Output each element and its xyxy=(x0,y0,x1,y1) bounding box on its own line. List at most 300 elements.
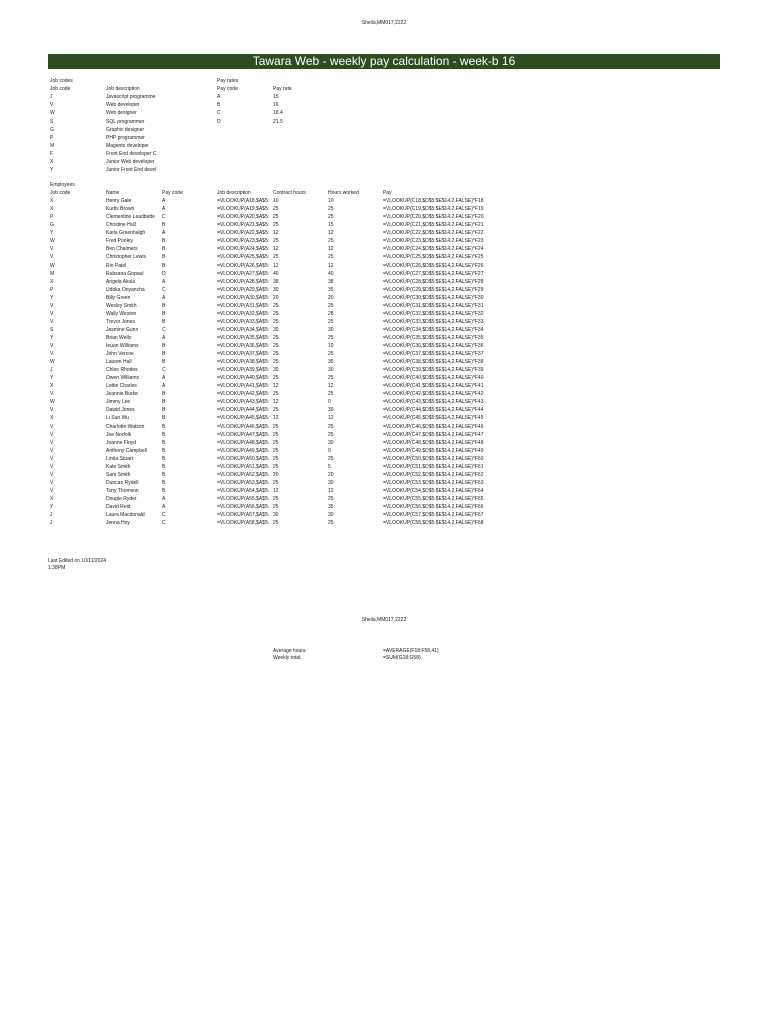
employee-row xyxy=(0,366,768,374)
job-code-row xyxy=(0,126,768,134)
job-code-row xyxy=(0,158,768,166)
job-code-cell: X xyxy=(50,278,54,285)
contract-hours-cell: 25 xyxy=(273,318,279,325)
name-cell: Fred Pooley xyxy=(106,238,133,245)
name-cell: Charlotte Watson xyxy=(106,423,145,430)
contract-hours-cell: 12 xyxy=(273,246,279,253)
hours-worked-cell: 30 xyxy=(328,367,334,374)
employee-row xyxy=(0,374,768,382)
hours-worked-cell: 25 xyxy=(328,520,334,527)
job-code-cell: V xyxy=(50,302,54,309)
name-cell: Jasmine Gunn xyxy=(106,326,139,333)
job-desc-cell: Javascript programme xyxy=(106,94,156,101)
job-description-cell: =VLOOKUP(A18,$A$5: xyxy=(217,198,270,205)
job-codes-label: Job codes xyxy=(50,78,73,84)
employee-row xyxy=(0,229,768,237)
job-description-cell: =VLOOKUP(A33,$A$5: xyxy=(217,318,270,325)
pay-code-cell: C xyxy=(162,367,166,374)
pay-cell: =VLOOKUP(C34,$D$5:$E$14,2,FALSE)*F34 xyxy=(383,326,484,333)
contract-hours-cell: 25 xyxy=(273,351,279,358)
job-codes-column-row xyxy=(0,85,768,93)
name-cell: Christopher Lewis xyxy=(106,254,147,261)
job-code-cell: F xyxy=(50,150,54,157)
hours-worked-cell: 25 xyxy=(328,375,334,382)
job-description-cell: =VLOOKUP(A23,$A$5: xyxy=(217,238,270,245)
hours-worked-cell: 30 xyxy=(328,439,334,446)
job-description-cell: =VLOOKUP(A32,$A$5: xyxy=(217,310,270,317)
pay-cell: =VLOOKUP(C25,$D$5:$E$14,2,FALSE)*F25 xyxy=(383,254,484,261)
job-code-cell: V xyxy=(50,431,54,438)
pay-code-cell: A xyxy=(162,278,166,285)
job-code-cell: W xyxy=(50,238,55,245)
pay-cell: =VLOOKUP(C36,$D$5:$E$14,2,FALSE)*F36 xyxy=(383,343,484,349)
employee-row xyxy=(0,479,768,487)
contract-hours-cell: 25 xyxy=(273,439,279,446)
pay-code-cell: B xyxy=(162,318,166,325)
employee-row xyxy=(0,431,768,439)
employee-row xyxy=(0,310,768,318)
pay-cell: =VLOOKUP(C50,$D$5:$E$14,2,FALSE)*F50 xyxy=(383,455,484,462)
hours-worked-col-header: Hours worked xyxy=(328,190,359,197)
contract-hours-cell: 20 xyxy=(273,471,279,478)
hours-worked-cell: 5 xyxy=(328,463,331,470)
contract-hours-cell: 38 xyxy=(273,278,279,285)
name-cell: Angela Akula xyxy=(106,278,136,285)
name-cell: Clementine Leadbette xyxy=(106,214,155,221)
contract-hours-cell: 25 xyxy=(273,520,279,527)
pay-code-cell: B xyxy=(162,246,166,253)
name-cell: Jimmy Lee xyxy=(106,399,131,406)
job-code-cell: J xyxy=(50,94,53,101)
pay-code-cell: B xyxy=(162,431,166,438)
job-description-cell: =VLOOKUP(A42,$A$5: xyxy=(217,391,270,398)
pay-cell: =VLOOKUP(C54,$D$5:$E$14,2,FALSE)*F54 xyxy=(383,487,484,494)
job-description-cell: =VLOOKUP(A48,$A$5: xyxy=(217,439,270,446)
pay-cell: =VLOOKUP(C43,$D$5:$E$14,2,FALSE)*F43 xyxy=(383,399,484,406)
hours-worked-cell: 10 xyxy=(328,343,334,349)
job-code-row xyxy=(0,93,768,101)
job-code-cell: S xyxy=(50,326,54,333)
hours-worked-cell: 12 xyxy=(328,383,334,390)
name-cell: Anthony Campbell xyxy=(106,447,147,454)
contract-hours-cell: 25 xyxy=(273,310,279,317)
contract-hours-cell: 40 xyxy=(273,270,279,277)
contract-hours-cell: 12 xyxy=(273,230,279,237)
pay-code-cell: B xyxy=(162,463,166,470)
pay-cell: =VLOOKUP(C57,$D$5:$E$14,2,FALSE)*F57 xyxy=(383,512,484,519)
contract-hours-cell: 20 xyxy=(273,294,279,301)
employee-row xyxy=(0,237,768,245)
hours-worked-cell: 12 xyxy=(328,246,334,253)
job-code-col-header: Job code xyxy=(50,190,71,197)
hours-worked-cell: 25 xyxy=(328,302,334,309)
name-cell: Wally Weston xyxy=(106,310,137,317)
hours-worked-cell: 25 xyxy=(328,431,334,438)
contract-hours-cell: 25 xyxy=(273,375,279,382)
name-cell: Ieuan Williams xyxy=(106,343,139,349)
contract-hours-cell: 30 xyxy=(273,326,279,333)
job-desc-cell: Web designer xyxy=(106,110,137,117)
weekly-total-label: Weekly total: xyxy=(273,655,302,661)
last-edited-time: 1:38PM xyxy=(48,565,66,571)
job-code-row xyxy=(0,150,768,158)
job-description-cell: =VLOOKUP(A20,$A$5: xyxy=(217,214,270,221)
job-code-cell: V xyxy=(50,479,54,486)
pay-code-cell: B xyxy=(217,102,221,109)
job-code-row xyxy=(0,118,768,126)
hours-worked-cell: 25 xyxy=(328,351,334,358)
job-code-cell: S xyxy=(50,118,54,125)
job-code-cell: P xyxy=(50,214,54,221)
employee-row xyxy=(0,342,768,350)
contract-hours-cell: 12 xyxy=(273,415,279,422)
pay-cell: =VLOOKUP(C30,$D$5:$E$14,2,FALSE)*F30 xyxy=(383,294,484,301)
job-description-cell: =VLOOKUP(A56,$A$5: xyxy=(217,504,270,510)
name-cell: Joe Norfolk xyxy=(106,431,132,438)
job-code-cell: V xyxy=(50,423,54,430)
contract-hours-cell: 25 xyxy=(273,447,279,454)
hours-worked-cell: 12 xyxy=(328,230,334,237)
job-code-cell: V xyxy=(50,246,54,253)
employee-row xyxy=(0,423,768,431)
name-cell: Dawid Jones xyxy=(106,407,135,414)
hours-worked-cell: 25 xyxy=(328,238,334,245)
hours-worked-cell: 12 xyxy=(328,415,334,422)
employee-row xyxy=(0,286,768,294)
employee-row xyxy=(0,439,768,447)
name-cell: Udoka Onyancha xyxy=(106,286,145,293)
job-code-cell: G xyxy=(50,126,54,133)
job-description-cell: =VLOOKUP(A24,$A$5: xyxy=(217,246,270,253)
name-cell: Laura Macdonald xyxy=(106,512,145,519)
employee-row xyxy=(0,294,768,302)
name-cell: John Vercoe xyxy=(106,351,134,358)
pay-cell: =VLOOKUP(C48,$D$5:$E$14,2,FALSE)*F48 xyxy=(383,439,484,446)
job-code-cell: V xyxy=(50,471,54,478)
hours-worked-cell: 25 xyxy=(328,318,334,325)
pay-cell: =VLOOKUP(C35,$D$5:$E$14,2,FALSE)*F35 xyxy=(383,334,484,341)
job-code-cell: V xyxy=(50,407,54,414)
hours-worked-cell: 30 xyxy=(328,479,334,486)
pay-cell: =VLOOKUP(C26,$D$5:$E$14,2,FALSE)*F26 xyxy=(383,262,484,269)
hours-worked-cell: 25 xyxy=(328,206,334,213)
job-description-cell: =VLOOKUP(A35,$A$5: xyxy=(217,334,270,341)
hours-worked-cell: 25 xyxy=(328,214,334,221)
job-description-cell: =VLOOKUP(A52,$A$5: xyxy=(217,471,270,478)
job-description-cell: =VLOOKUP(A21,$A$5: xyxy=(217,222,270,229)
job-code-cell: Y xyxy=(50,334,54,341)
job-code-cell: M xyxy=(50,142,55,149)
pay-cell: =VLOOKUP(C37,$D$5:$E$14,2,FALSE)*F37 xyxy=(383,351,484,358)
job-code-cell: V xyxy=(50,447,54,454)
name-cell: Linda Stuart xyxy=(106,455,133,462)
employees-label: Employees xyxy=(50,182,75,188)
pay-cell: =VLOOKUP(C46,$D$5:$E$14,2,FALSE)*F46 xyxy=(383,423,484,430)
hours-worked-cell: 12 xyxy=(328,487,334,494)
pay-code-cell: C xyxy=(162,512,166,519)
job-description-cell: =VLOOKUP(A40,$A$5: xyxy=(217,375,270,382)
contract-hours-col-header: Contract hours xyxy=(273,190,306,197)
pay-code-cell: B xyxy=(162,254,166,261)
job-description-cell: =VLOOKUP(A45,$A$5: xyxy=(217,415,270,422)
pay-cell: =VLOOKUP(C22,$D$5:$E$14,2,FALSE)*F22 xyxy=(383,230,484,237)
job-code-cell: Y xyxy=(50,375,54,382)
pay-code-cell: A xyxy=(162,198,166,205)
job-description-cell: =VLOOKUP(A49,$A$5: xyxy=(217,447,270,454)
job-description-cell: =VLOOKUP(A38,$A$5: xyxy=(217,359,270,366)
contract-hours-cell: 25 xyxy=(273,479,279,486)
contract-hours-cell: 25 xyxy=(273,463,279,470)
name-cell: Billy Green xyxy=(106,294,131,301)
job-code-cell: G xyxy=(50,222,54,229)
employee-row xyxy=(0,487,768,495)
job-description-cell: =VLOOKUP(A37,$A$5: xyxy=(217,351,270,358)
pay-code-cell: B xyxy=(162,351,166,358)
name-cell: Wesley Smith xyxy=(106,302,137,309)
pay-code-cell: C xyxy=(162,286,166,293)
job-description-cell: =VLOOKUP(A57,$A$5: xyxy=(217,512,270,519)
name-cell: Tony Thomson xyxy=(106,487,139,494)
job-desc-col-header: Job description xyxy=(106,86,140,93)
contract-hours-cell: 25 xyxy=(273,431,279,438)
pay-cell: =VLOOKUP(C38,$D$5:$E$14,2,FALSE)*F38 xyxy=(383,359,484,366)
pay-cell: =VLOOKUP(C44,$D$5:$E$14,2,FALSE)*F44 xyxy=(383,407,484,414)
pay-code-cell: A xyxy=(162,495,166,502)
employee-row xyxy=(0,358,768,366)
hours-worked-cell: 35 xyxy=(328,286,334,293)
job-code-cell: W xyxy=(50,399,55,406)
pay-cell: =VLOOKUP(C55,$D$5:$E$14,2,FALSE)*F55 xyxy=(383,495,484,502)
average-hours-value: =AVERAGE(F18:F58,41) xyxy=(383,648,439,654)
employee-row xyxy=(0,455,768,463)
employee-row xyxy=(0,519,768,527)
pay-cell: =VLOOKUP(C39,$D$5:$E$14,2,FALSE)*F39 xyxy=(383,367,484,374)
job-desc-cell: PHP programmer xyxy=(106,134,145,141)
pay-code-cell: B xyxy=(162,471,166,478)
job-code-row xyxy=(0,134,768,142)
job-description-cell: =VLOOKUP(A58,$A$5: xyxy=(217,520,270,527)
average-hours-label: Average hours: xyxy=(273,648,307,654)
job-description-cell: =VLOOKUP(A34,$A$5: xyxy=(217,326,270,333)
job-description-cell: =VLOOKUP(A28,$A$5: xyxy=(217,278,270,285)
pay-cell: =VLOOKUP(C51,$D$5:$E$14,2,FALSE)*F51 xyxy=(383,463,484,470)
job-codes-header-row xyxy=(0,77,768,85)
name-cell: Li Sun Wu xyxy=(106,415,129,422)
name-cell: Duncan Rydell xyxy=(106,479,139,486)
employee-row xyxy=(0,350,768,358)
contract-hours-cell: 25 xyxy=(273,254,279,261)
pay-cell: =VLOOKUP(C40,$D$5:$E$14,2,FALSE)*F40 xyxy=(383,375,484,382)
job-code-cell: W xyxy=(50,110,55,117)
employee-row xyxy=(0,213,768,221)
job-code-cell: Y xyxy=(50,230,54,237)
job-code-cell: X xyxy=(50,206,54,213)
pay-cell: =VLOOKUP(C29,$D$5:$E$14,2,FALSE)*F29 xyxy=(383,286,484,293)
job-description-cell: =VLOOKUP(A31,$A$5: xyxy=(217,302,270,309)
contract-hours-cell: 25 xyxy=(273,343,279,349)
pay-cell: =VLOOKUP(C20,$D$5:$E$14,2,FALSE)*F20 xyxy=(383,214,484,221)
pay-cell: =VLOOKUP(C24,$D$5:$E$14,2,FALSE)*F24 xyxy=(383,246,484,253)
hours-worked-cell: 25 xyxy=(328,254,334,261)
job-code-cell: X xyxy=(50,495,54,502)
employee-row xyxy=(0,245,768,253)
sheet-title: Tawara Web - weekly pay calculation - week-b 16 xyxy=(48,54,720,69)
job-code-cell: V xyxy=(50,463,54,470)
pay-cell: =VLOOKUP(C45,$D$5:$E$14,2,FALSE)*F45 xyxy=(383,415,484,422)
job-description-cell: =VLOOKUP(A51,$A$5: xyxy=(217,463,270,470)
hours-worked-cell: 28 xyxy=(328,310,334,317)
pay-cell: =VLOOKUP(C19,$D$5:$E$14,2,FALSE)*F19 xyxy=(383,206,484,213)
job-description-col-header: Job description xyxy=(217,190,251,197)
contract-hours-cell: 10 xyxy=(273,198,279,205)
job-code-cell: P xyxy=(50,286,54,293)
job-code-cell: X xyxy=(50,415,54,422)
job-code-row xyxy=(0,101,768,109)
hours-worked-cell: 25 xyxy=(328,455,334,462)
pay-code-cell: B xyxy=(162,343,166,349)
job-code-col-header: Job code xyxy=(50,86,71,93)
name-cell: Rio Patel xyxy=(106,262,127,269)
employees-label-row xyxy=(0,181,768,189)
hours-worked-cell: 12 xyxy=(328,262,334,269)
pay-cell: =VLOOKUP(C49,$D$5:$E$14,2,FALSE)*F49 xyxy=(383,447,484,454)
hours-worked-cell: 25 xyxy=(328,334,334,341)
pay-code-cell: A xyxy=(162,334,166,341)
employee-row xyxy=(0,302,768,310)
pay-rates-label: Pay rates xyxy=(217,78,239,84)
hours-worked-cell: 10 xyxy=(328,198,334,205)
pay-code-cell: A xyxy=(162,504,166,510)
job-description-cell: =VLOOKUP(A26,$A$5: xyxy=(217,262,270,269)
job-description-cell: =VLOOKUP(A36,$A$5: xyxy=(217,343,270,349)
last-edited-label: Last Edited on 10/11/2024 xyxy=(48,558,107,564)
contract-hours-cell: 25 xyxy=(273,302,279,309)
pay-code-cell: C xyxy=(217,110,221,117)
contract-hours-cell: 12 xyxy=(273,399,279,406)
pay-code-cell: A xyxy=(162,375,166,382)
name-cell: Lottie Charles xyxy=(106,383,137,390)
employee-row xyxy=(0,278,768,286)
contract-hours-cell: 12 xyxy=(273,262,279,269)
name-cell: Jeannie Burke xyxy=(106,391,138,398)
contract-hours-cell: 25 xyxy=(273,214,279,221)
hours-worked-cell: 35 xyxy=(328,359,334,366)
employee-row xyxy=(0,398,768,406)
job-desc-cell: SQL programmer xyxy=(106,118,145,125)
pay-rate-cell: 16 xyxy=(273,102,279,109)
pay-code-cell: B xyxy=(162,310,166,317)
employee-row xyxy=(0,326,768,334)
job-description-cell: =VLOOKUP(A25,$A$5: xyxy=(217,254,270,261)
job-code-cell: V xyxy=(50,439,54,446)
pay-code-cell: B xyxy=(162,359,166,366)
job-description-cell: =VLOOKUP(A46,$A$5: xyxy=(217,423,270,430)
name-cell: Kurtis Brown xyxy=(106,206,135,213)
job-code-cell: V xyxy=(50,487,54,494)
pay-code-cell: B xyxy=(162,262,166,269)
contract-hours-cell: 30 xyxy=(273,512,279,519)
pay-code-cell: D xyxy=(217,118,221,125)
job-desc-cell: Web developer xyxy=(106,102,140,109)
pay-code-cell: B xyxy=(162,447,166,454)
contract-hours-cell: 25 xyxy=(273,407,279,414)
page-header-id: Sheila,MM017,2222 xyxy=(361,20,407,26)
pay-code-cell: A xyxy=(162,383,166,390)
pay-code-cell: B xyxy=(162,487,166,494)
job-desc-cell: Graphic designer xyxy=(106,126,145,133)
pay-code-col-header: Pay code xyxy=(162,190,183,197)
employee-row xyxy=(0,318,768,326)
hours-worked-cell: 15 xyxy=(328,222,334,229)
name-cell: Henry Gale xyxy=(106,198,132,205)
employee-row xyxy=(0,463,768,471)
pay-cell: =VLOOKUP(C41,$D$5:$E$14,2,FALSE)*F41 xyxy=(383,383,484,390)
job-description-cell: =VLOOKUP(A30,$A$5: xyxy=(217,294,270,301)
job-description-cell: =VLOOKUP(A43,$A$5: xyxy=(217,399,270,406)
name-cell: Jenna Hoy xyxy=(106,520,130,527)
employee-row xyxy=(0,495,768,503)
pay-cell: =VLOOKUP(C27,$D$5:$E$14,2,FALSE)*F27 xyxy=(383,270,484,277)
page2-header-id: Sheila,MM017,2222 xyxy=(361,617,407,623)
pay-rate-cell: 15 xyxy=(273,94,279,101)
pay-code-cell: C xyxy=(162,520,166,527)
employee-row xyxy=(0,390,768,398)
hours-worked-cell: 0 xyxy=(328,447,331,454)
job-code-cell: V xyxy=(50,254,54,261)
hours-worked-cell: 38 xyxy=(328,278,334,285)
contract-hours-cell: 30 xyxy=(273,286,279,293)
job-description-cell: =VLOOKUP(A50,$A$5: xyxy=(217,455,270,462)
pay-cell: =VLOOKUP(C56,$D$5:$E$14,2,FALSE)*F56 xyxy=(383,504,484,510)
pay-code-cell: A xyxy=(162,206,166,213)
pay-code-cell: B xyxy=(162,391,166,398)
pay-cell: =VLOOKUP(C52,$D$5:$E$14,2,FALSE)*F52 xyxy=(383,471,484,478)
pay-cell: =VLOOKUP(C58,$D$5:$E$14,2,FALSE)*F58 xyxy=(383,520,484,527)
pay-cell: =VLOOKUP(C33,$D$5:$E$14,2,FALSE)*F33 xyxy=(383,318,484,325)
pay-rate-cell: 21.5 xyxy=(273,118,283,125)
name-cell: Sam Smith xyxy=(106,471,131,478)
pay-code-cell: A xyxy=(162,230,166,237)
pay-cell: =VLOOKUP(C31,$D$5:$E$14,2,FALSE)*F31 xyxy=(383,302,484,309)
job-code-row xyxy=(0,166,768,174)
name-cell: Lauren Hall xyxy=(106,359,132,366)
pay-cell: =VLOOKUP(C32,$D$5:$E$14,2,FALSE)*F32 xyxy=(383,310,484,317)
job-code-cell: J xyxy=(50,367,53,374)
job-code-cell: V xyxy=(50,343,54,349)
pay-cell: =VLOOKUP(C47,$D$5:$E$14,2,FALSE)*F47 xyxy=(383,431,484,438)
job-code-cell: M xyxy=(50,270,55,277)
employee-row xyxy=(0,414,768,422)
employee-row xyxy=(0,197,768,205)
contract-hours-cell: 30 xyxy=(273,367,279,374)
job-description-cell: =VLOOKUP(A29,$A$5: xyxy=(217,286,270,293)
pay-cell: =VLOOKUP(C53,$D$5:$E$14,2,FALSE)*F53 xyxy=(383,479,484,486)
name-cell: David Reid xyxy=(106,504,131,510)
name-cell: Trevor Jones xyxy=(106,318,135,325)
contract-hours-cell: 25 xyxy=(273,334,279,341)
employee-row xyxy=(0,503,768,511)
pay-code-cell: C xyxy=(162,214,166,221)
pay-code-cell: B xyxy=(162,479,166,486)
job-description-cell: =VLOOKUP(A19,$A$5: xyxy=(217,206,270,213)
employee-row xyxy=(0,262,768,270)
employee-row xyxy=(0,205,768,213)
hours-worked-cell: 30 xyxy=(328,512,334,519)
pay-cell: =VLOOKUP(C21,$D$5:$E$14,2,FALSE)*F21 xyxy=(383,222,484,229)
hours-worked-cell: 30 xyxy=(328,407,334,414)
job-code-row xyxy=(0,142,768,150)
job-description-cell: =VLOOKUP(A55,$A$5: xyxy=(217,495,270,502)
